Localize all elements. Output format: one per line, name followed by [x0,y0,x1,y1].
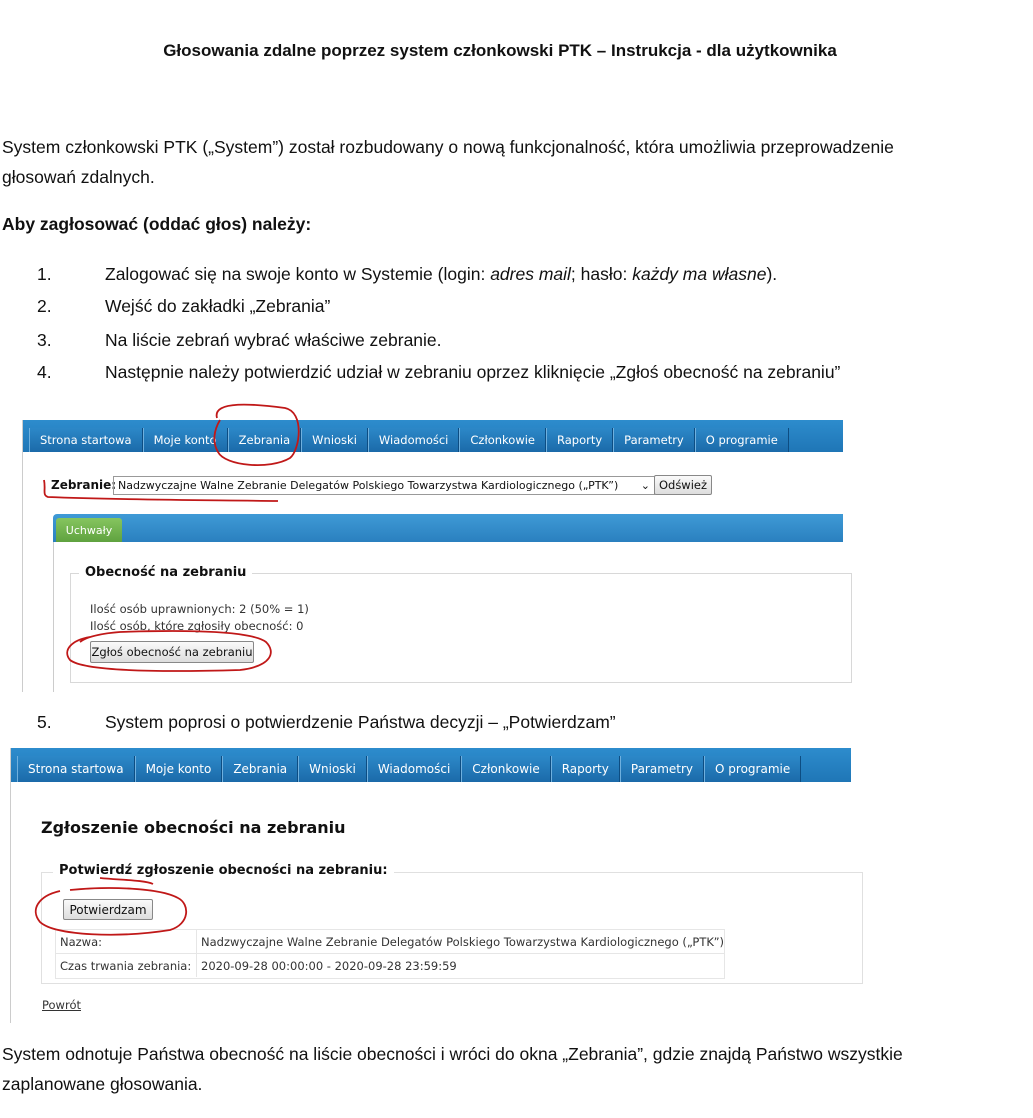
tab-wiadomosci[interactable]: Wiadomości [367,756,461,782]
outro-line-2: zaplanowane głosowania. [2,1074,203,1094]
subtab-bar [53,514,843,542]
tab-czlonkowie[interactable]: Członkowie [459,428,546,452]
outro-line-1: System odnotuje Państwa obecność na liście obecności i wróci do okna „Zebrania”, gdzie znajdą Państwo wszystkie [2,1044,903,1064]
steps-heading: Aby zagłosować (oddać głos) należy: [2,214,312,234]
tab-wnioski[interactable]: Wnioski [301,428,368,452]
tab-moje-konto[interactable]: Moje konto [135,756,223,782]
screenshot-confirm [10,748,851,1023]
tab-strona-startowa[interactable]: Strona startowa [17,756,135,782]
intro-line-1: System członkowski PTK („System”) został rozbudowany o nową funkcjonalność, która umożliwia przeprowadzenie [2,137,894,157]
eligible-count: Ilość osób uprawnionych: 2 (50% = 1) [90,602,309,616]
document-title: Głosowania zdalne poprzez system członkowski PTK – Instrukcja - dla użytkownika [163,41,837,60]
back-link[interactable]: Powrót [42,998,81,1012]
nav-bar [11,748,851,782]
intro-paragraph [2,132,1002,192]
step-text: Zalogować się na swoje konto w Systemie (login: adres mail; hasło: każdy ma własne). [105,264,778,284]
page-title: Zgłoszenie obecności na zebraniu [41,818,346,837]
tab-parametry[interactable]: Parametry [613,428,695,452]
step-4 [0,362,1000,390]
tab-parametry[interactable]: Parametry [620,756,704,782]
step-1 [0,264,1000,292]
step-number: 5. [37,712,52,732]
tab-zebrania[interactable]: Zebrania [228,428,302,452]
step-text: Na liście zebrań wybrać właściwe zebranie. [105,330,442,350]
step-number: 4. [37,362,52,382]
intro-line-2: głosowań zdalnych. [2,167,155,187]
step-3 [0,330,1000,358]
table-row [56,930,724,954]
step-5 [0,712,1000,740]
details-table [55,929,725,979]
confirm-button[interactable]: Potwierdzam [63,899,153,920]
row-value: Nadzwyczajne Walne Zebranie Delegatów Polskiego Towarzystwa Kardiologicznego („PTK”) [201,935,725,949]
row-label: Czas trwania zebrania: [60,959,192,973]
select-label: Zebranie: [51,478,117,492]
step-text: System poprosi o potwierdzenie Państwa decyzji – „Potwierdzam” [105,712,616,732]
tab-wnioski[interactable]: Wnioski [298,756,367,782]
tab-strona-startowa[interactable]: Strona startowa [29,428,143,452]
tab-wiadomosci[interactable]: Wiadomości [368,428,459,452]
step-text: Wejść do zakładki „Zebrania” [105,296,331,316]
attendance-legend: Obecność na zebraniu [79,565,252,580]
tab-raporty[interactable]: Raporty [551,756,620,782]
screenshot-zebrania [22,420,843,692]
tab-uchwaly[interactable]: Uchwały [56,518,122,542]
row-label: Nazwa: [60,935,103,949]
refresh-button[interactable]: Odśwież [654,475,712,495]
step-number: 1. [37,264,52,284]
tab-moje-konto[interactable]: Moje konto [143,428,228,452]
reported-count: Ilość osób, które zgłosiły obecność: 0 [90,619,304,633]
outro-paragraph [2,1039,1002,1099]
step-number: 2. [37,296,52,316]
confirm-legend: Potwierdź zgłoszenie obecności na zebraniu: [53,863,394,878]
tab-raporty[interactable]: Raporty [546,428,613,452]
tab-zebrania[interactable]: Zebrania [222,756,298,782]
select-value: Nadzwyczajne Walne Zebranie Delegatów Polskiego Towarzystwa Kardiologicznego („PTK”) [118,479,619,492]
step-text: Następnie należy potwierdzić udział w zebraniu oprzez kliknięcie „Zgłoś obecność na zebraniu” [105,362,841,382]
nav-bar [23,420,843,452]
chevron-down-icon: ⌄ [640,479,650,492]
step-number: 3. [37,330,52,350]
step-2 [0,296,1000,324]
report-attendance-button[interactable]: Zgłoś obecność na zebraniu [90,641,254,663]
table-row [56,954,724,977]
row-value: 2020-09-28 00:00:00 - 2020-09-28 23:59:59 [201,959,457,973]
meeting-select[interactable] [113,476,655,495]
tab-o-programie[interactable]: O programie [704,756,801,782]
tab-czlonkowie[interactable]: Członkowie [461,756,550,782]
tab-o-programie[interactable]: O programie [695,428,789,452]
